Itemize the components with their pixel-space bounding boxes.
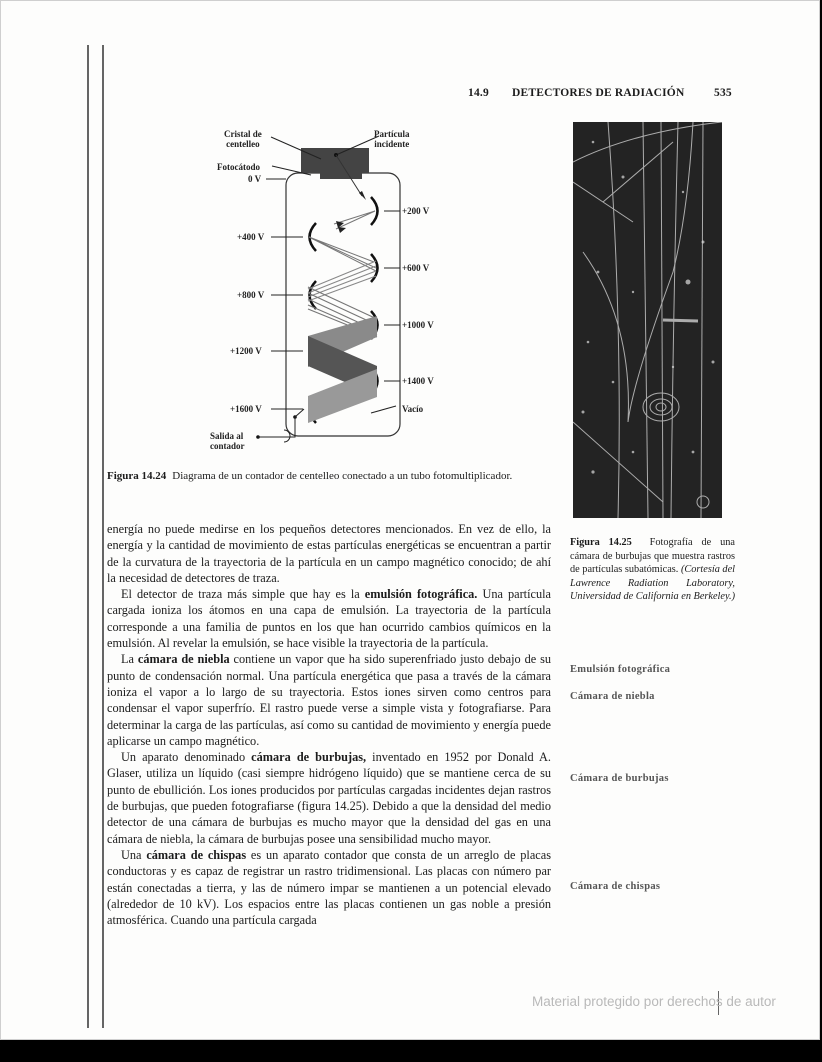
text: contiene un vapor que ha sido superenfriado justo debajo de su punto de condensación normal. Una partícula energética que pasa a través de la cámara ioniza el vapor a lo largo de su trayectoria. Estos iones sirven como centros para condensar el vapor superfrío. El rastro puede verse a simple vista y fotografiarse. Para determinar la carga de las partículas, así como su cantidad de movimiento y energía puede aplicarse un campo magnético. xyxy=(107,652,552,748)
page-number: 535 xyxy=(714,87,732,99)
term-bubble-chamber: cámara de burbujas, xyxy=(251,750,367,765)
label-1600v: +1600 V xyxy=(230,404,262,414)
paragraph xyxy=(107,847,551,928)
label-salida xyxy=(210,431,245,451)
text: inventado en 1952 por Donald A. Glaser, utiliza un líquido (casi siempre hidrógeno líquido) que se mantiene cerca de su punto de ebullición. Los iones producidos por partículas cargadas incidentes dejan rastros de burbujas, que pueden fotografiarse (figura 14.25). Debido a que la densidad del medio detector de una cámara de burbujas es mucho mayor que la densidad del gas en una cámara de niebla, la cámara de burbujas posee una sensibilidad mucho mayor. xyxy=(107,750,551,846)
scan-artifact-line xyxy=(87,45,89,1028)
bubble-chamber-photo xyxy=(573,122,722,518)
label-0v: 0 V xyxy=(248,174,262,184)
paragraph xyxy=(107,749,551,847)
label-line: Cristal de xyxy=(224,129,262,139)
label-1200v: +1200 V xyxy=(230,346,262,356)
photomultiplier-diagram xyxy=(196,121,451,461)
copyright-watermark: Material protegido por derechos de autor xyxy=(532,994,776,1009)
scan-artifact-line xyxy=(102,45,104,1028)
text: Una xyxy=(121,847,147,862)
text: La xyxy=(121,652,138,667)
figure-14-25-caption xyxy=(570,536,735,604)
margin-note-bubble-chamber: Cámara de burbujas xyxy=(570,773,669,784)
chapter-title: DETECTORES DE RADIACIÓN xyxy=(512,87,685,99)
term-cloud-chamber: cámara de niebla xyxy=(137,652,230,667)
text: El detector de traza más simple que hay es la xyxy=(121,587,365,602)
label-fotocatodo: Fotocátodo xyxy=(217,162,260,172)
label-600v: +600 V xyxy=(402,263,430,273)
paragraph xyxy=(107,651,551,749)
caption-text: Diagrama de un contador de centelleo conectado a un tubo fotomultiplicador. xyxy=(172,470,513,482)
figure-14-24-caption xyxy=(107,469,551,483)
label-line: centelleo xyxy=(226,139,260,149)
text: Un aparato denominado xyxy=(121,750,252,765)
label-1400v: +1400 V xyxy=(402,376,434,386)
margin-note-cloud-chamber: Cámara de niebla xyxy=(570,691,655,702)
label-vacio: Vacío xyxy=(402,404,424,414)
margin-note-emulsion: Emulsión fotográfica xyxy=(570,664,671,675)
photo-credit: (Cortesía del Lawrence Radiation Laboratory, Universidad de California en Berkeley.) xyxy=(570,564,736,602)
label-800v: +800 V xyxy=(237,290,265,300)
bubble-chamber-tracks-icon xyxy=(573,122,722,518)
label-line: Salida al xyxy=(210,431,244,441)
term-emulsion: emulsión fotográfica. xyxy=(364,587,478,602)
term-spark-chamber: cámara de chispas xyxy=(146,847,247,862)
label-line: Partícula xyxy=(374,129,410,139)
body-text xyxy=(107,521,551,928)
paragraph: energía no puede medirse en los pequeños detectores mencionados. En vez de ello, la energía y la cantidad de movimiento de estas partículas energéticas se encuentran a partir de la curvatura de la trayectoria de la partícula en un campo magnético conocido; de ahí la necesidad de detectores de traza. xyxy=(107,522,551,585)
label-line: contador xyxy=(210,441,245,451)
label-line: incidente xyxy=(374,139,410,149)
margin-note-spark-chamber: Cámara de chispas xyxy=(570,881,661,892)
label-200v: +200 V xyxy=(402,206,430,216)
section-number: 14.9 xyxy=(468,87,489,99)
caption-label: Figura 14.24 xyxy=(107,470,167,482)
text: es un aparato contador que consta de un arreglo de placas conductoras y es capaz de registrar un rastro tridimensional. Las placas con número par están conectadas a tierra, y las de número impar se mantienen a un potencial elevado (alrededor de 10 kV). Los espacios entre las placas contienen un gas noble a presión atmosférica. Cuando una partícula cargada xyxy=(107,847,551,928)
caption-label: Figura 14.25 xyxy=(570,537,632,548)
text: Una partícula cargada ioniza los átomos en una capa de emulsión. La trayectoria de la partícula corresponde a una familia de puntos en los que han ocurrido cambios químicos en la emulsión. Al revelar la emulsión, se hace visible la trayectoria de la partícula. xyxy=(107,587,551,651)
label-400v: +400 V xyxy=(237,232,265,242)
bottom-black-bar xyxy=(0,1045,822,1062)
label-1000v: +1000 V xyxy=(402,320,434,330)
label-cristal xyxy=(224,129,262,149)
label-particula xyxy=(374,129,410,149)
caption-text: Fotografía de una cámara de burbujas que muestra rastros de partículas subatómicas. xyxy=(570,537,735,575)
paragraph xyxy=(107,586,551,651)
